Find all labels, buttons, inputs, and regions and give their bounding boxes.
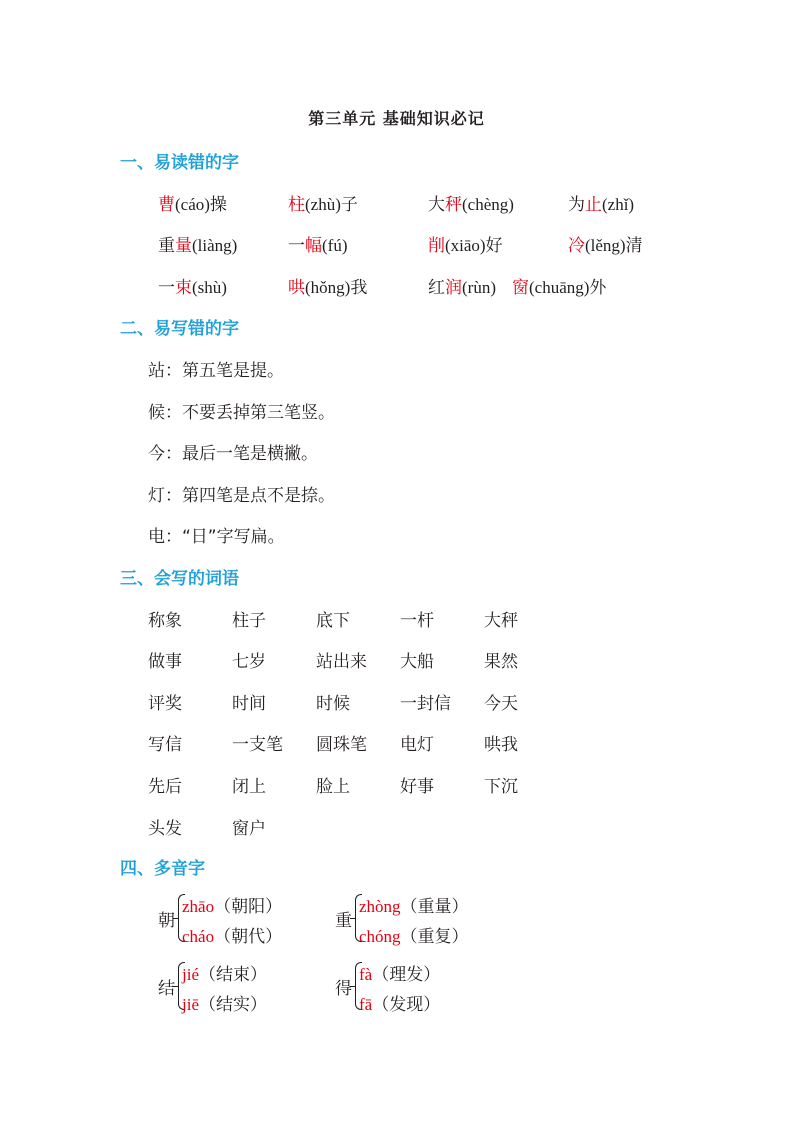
word-item: 时候 <box>316 694 350 714</box>
word-item: 一杆 <box>400 611 434 631</box>
section-heading-2: 二、易写错的字 <box>120 319 239 339</box>
reading-item: 重量(liàng) <box>158 236 238 256</box>
stroke-note: 今：最后一笔是横撇。 <box>148 444 318 464</box>
word-item: 头发 <box>148 819 182 839</box>
word-item: 一支笔 <box>232 735 283 755</box>
word-item: 下沉 <box>484 777 518 797</box>
section-heading-4: 四、多音字 <box>120 859 205 879</box>
polyphone-reading: zhāo（朝阳） <box>182 897 283 917</box>
polyphone-reading: jiē（结实） <box>182 995 267 1015</box>
word-item: 窗户 <box>232 819 266 839</box>
reading-item: 柱(zhù)子 <box>288 195 358 215</box>
word-item: 称象 <box>148 611 182 631</box>
word-item: 果然 <box>484 652 518 672</box>
stroke-note: 灯：第四笔是点不是捺。 <box>148 486 335 506</box>
polyphone-reading: chóng（重复） <box>359 927 469 947</box>
reading-item: 冷(lěng)清 <box>568 236 643 256</box>
word-item: 写信 <box>148 735 182 755</box>
word-item: 电灯 <box>400 735 434 755</box>
word-item: 底下 <box>316 611 350 631</box>
reading-item: 削(xiāo)好 <box>428 236 503 256</box>
word-item: 时间 <box>232 694 266 714</box>
word-item: 脸上 <box>316 777 350 797</box>
stroke-note: 站：第五笔是提。 <box>148 361 284 381</box>
reading-item: 哄(hǒng)我 <box>288 278 368 298</box>
page-title: 第三单元 基础知识必记 <box>308 109 485 128</box>
polyphone-reading: cháo（朝代） <box>182 927 283 947</box>
reading-item: 曹(cáo)操 <box>158 195 227 215</box>
word-item: 站出来 <box>316 652 367 672</box>
word-item: 评奖 <box>148 694 182 714</box>
polyphone-reading: fà（理发） <box>359 965 441 985</box>
word-item: 圆珠笔 <box>316 735 367 755</box>
polyphone-char: 重 <box>335 911 352 931</box>
word-item: 哄我 <box>484 735 518 755</box>
stroke-note: 电：“日”字写扁。 <box>148 527 285 547</box>
polyphone-reading: jié（结束） <box>182 965 267 985</box>
polyphone-reading: fā（发现） <box>359 995 441 1015</box>
polyphone-char: 朝 <box>158 911 175 931</box>
word-item: 七岁 <box>232 652 266 672</box>
word-item: 今天 <box>484 694 518 714</box>
polyphone-char: 得 <box>335 979 352 999</box>
reading-item: 大秤(chèng) <box>428 195 514 215</box>
reading-item: 窗(chuāng)外 <box>512 278 607 298</box>
reading-item: 为止(zhǐ) <box>568 195 635 215</box>
word-item: 好事 <box>400 777 434 797</box>
polyphone-reading: zhòng（重量） <box>359 897 469 917</box>
word-item: 大秤 <box>484 611 518 631</box>
word-item: 先后 <box>148 777 182 797</box>
polyphone-char: 结 <box>158 979 175 999</box>
word-item: 大船 <box>400 652 434 672</box>
reading-item: 一幅(fú) <box>288 236 348 256</box>
word-item: 做事 <box>148 652 182 672</box>
word-item: 柱子 <box>232 611 266 631</box>
word-item: 闭上 <box>232 777 266 797</box>
reading-item: 一束(shù) <box>158 278 227 298</box>
stroke-note: 候：不要丢掉第三笔竖。 <box>148 403 335 423</box>
reading-item: 红润(rùn) <box>428 278 496 298</box>
section-heading-3: 三、会写的词语 <box>120 569 239 589</box>
word-item: 一封信 <box>400 694 451 714</box>
section-heading-1: 一、易读错的字 <box>120 153 239 173</box>
